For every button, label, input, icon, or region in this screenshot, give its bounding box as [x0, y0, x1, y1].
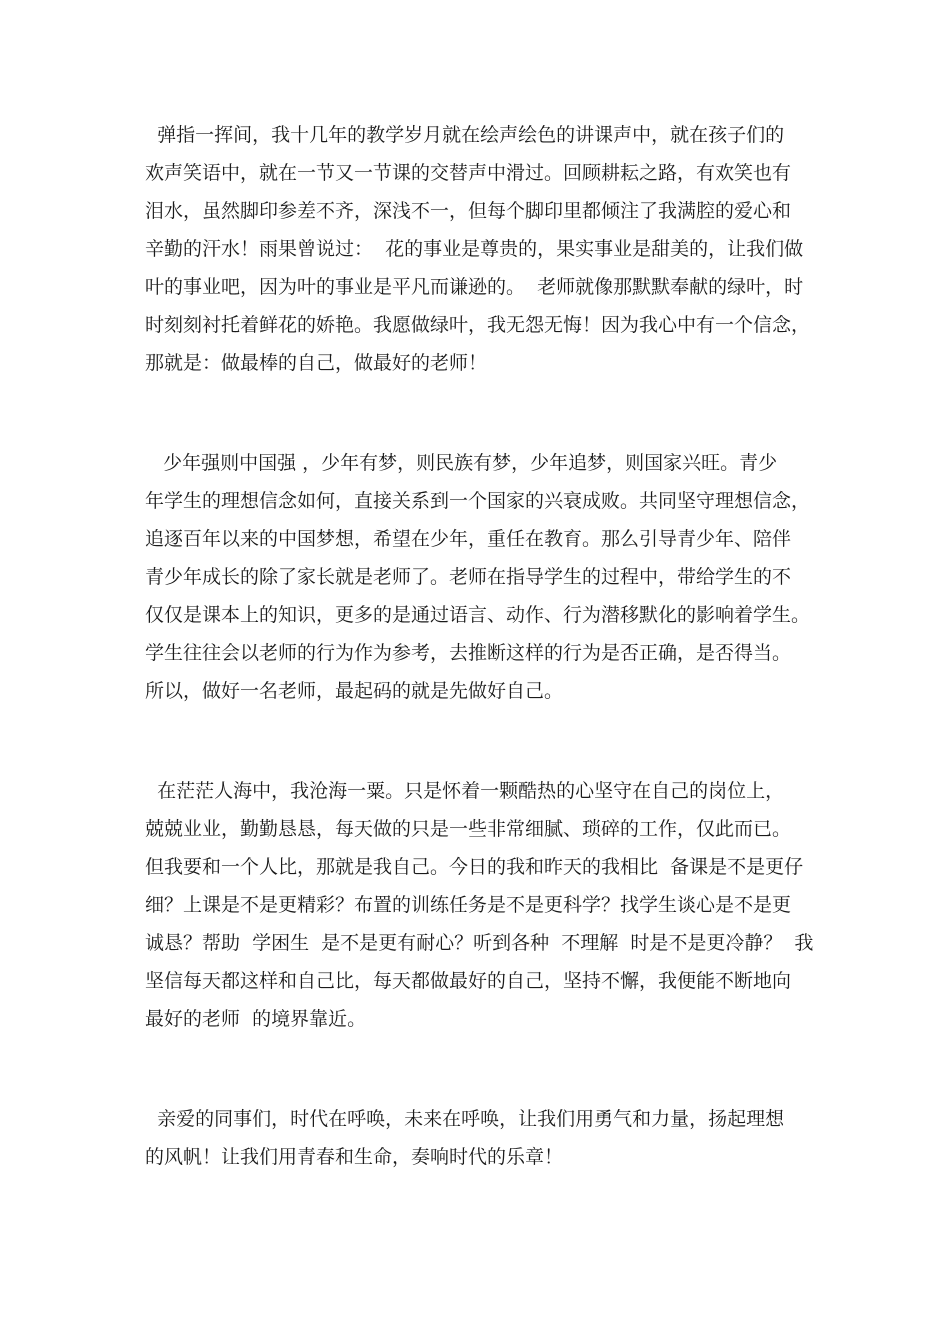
paragraph-line: 在茫茫人海中，我沧海一粟。只是怀着一颗酷热的心坚守在自己的岗位上，: [145, 780, 785, 802]
paragraph-closing: [145, 1100, 815, 1176]
paragraph-line: 学生往往会以老师的行为作为参考，去推断这样的行为是否正确，是否得当。: [145, 642, 792, 664]
paragraph-line: 诚恳？帮助 学困生 是不是更有耐心？听到各种 不理解 时是不是更冷静？ 我: [145, 932, 814, 954]
paragraph-line: 泪水，虽然脚印参差不齐，深浅不一，但每个脚印里都倾注了我满腔的爱心和: [145, 200, 792, 222]
paragraph-line: 年学生的理想信念如何，直接关系到一个国家的兴衰成败。共同坚守理想信念，: [145, 490, 811, 512]
paragraph-line: 少年强则中国强 ，少年有梦，则民族有梦，少年追梦，则国家兴旺。青少: [145, 452, 778, 474]
paragraph-line: 青少年成长的除了家长就是老师了。老师在指导学生的过程中，带给学生的不: [145, 566, 792, 588]
paragraph-line: 的风帆！让我们用青春和生命，奏响时代的乐章！: [145, 1146, 564, 1168]
paragraph-line: 追逐百年以来的中国梦想，希望在少年，重任在教育。那么引导青少年、陪伴: [145, 528, 792, 550]
paragraph-line: 弹指一挥间，我十几年的教学岁月就在绘声绘色的讲课声中，就在孩子们的: [145, 124, 785, 146]
paragraph-reflection: [145, 116, 815, 382]
paragraph-line: 亲爱的同事们，时代在呼唤，未来在呼唤，让我们用勇气和力量，扬起理想: [145, 1108, 785, 1130]
paragraph-self-comparison: [145, 772, 815, 1038]
paragraph-line: 但我要和一个人比，那就是我自己。今日的我和昨天的我相比 备课是不是更仔: [145, 856, 804, 878]
paragraph-line: 辛勤的汗水！雨果曾说过： 花的事业是尊贵的，果实事业是甜美的，让我们做: [145, 238, 804, 260]
paragraph-line: 时刻刻衬托着鲜花的娇艳。我愿做绿叶，我无怨无悔！因为我心中有一个信念，: [145, 314, 811, 336]
paragraph-line: 那就是：做最棒的自己，做最好的老师！: [145, 352, 488, 374]
paragraph-line: 兢兢业业，勤勤恳恳，每天做的只是一些非常细腻、琐碎的工作，仅此而已。: [145, 818, 792, 840]
paragraph-line: 坚信每天都这样和自己比，每天都做最好的自己，坚持不懈，我便能不断地向: [145, 970, 792, 992]
paragraph-line: 仅仅是课本上的知识，更多的是通过语言、动作、行为潜移默化的影响着学生。: [145, 604, 811, 626]
paragraph-line: 叶的事业吧，因为叶的事业是平凡而谦逊的。 老师就像那默默奉献的绿叶，时: [145, 276, 804, 298]
paragraph-line: 欢声笑语中，就在一节又一节课的交替声中滑过。回顾耕耘之路，有欢笑也有: [145, 162, 792, 184]
paragraph-line: 所以，做好一名老师，最起码的就是先做好自己。: [145, 680, 564, 702]
paragraph-line: 细？上课是不是更精彩？布置的训练任务是不是更科学？找学生谈心是不是更: [145, 894, 792, 916]
paragraph-line: 最好的老师 的境界靠近。: [145, 1008, 367, 1030]
paragraph-youth: [145, 444, 815, 710]
